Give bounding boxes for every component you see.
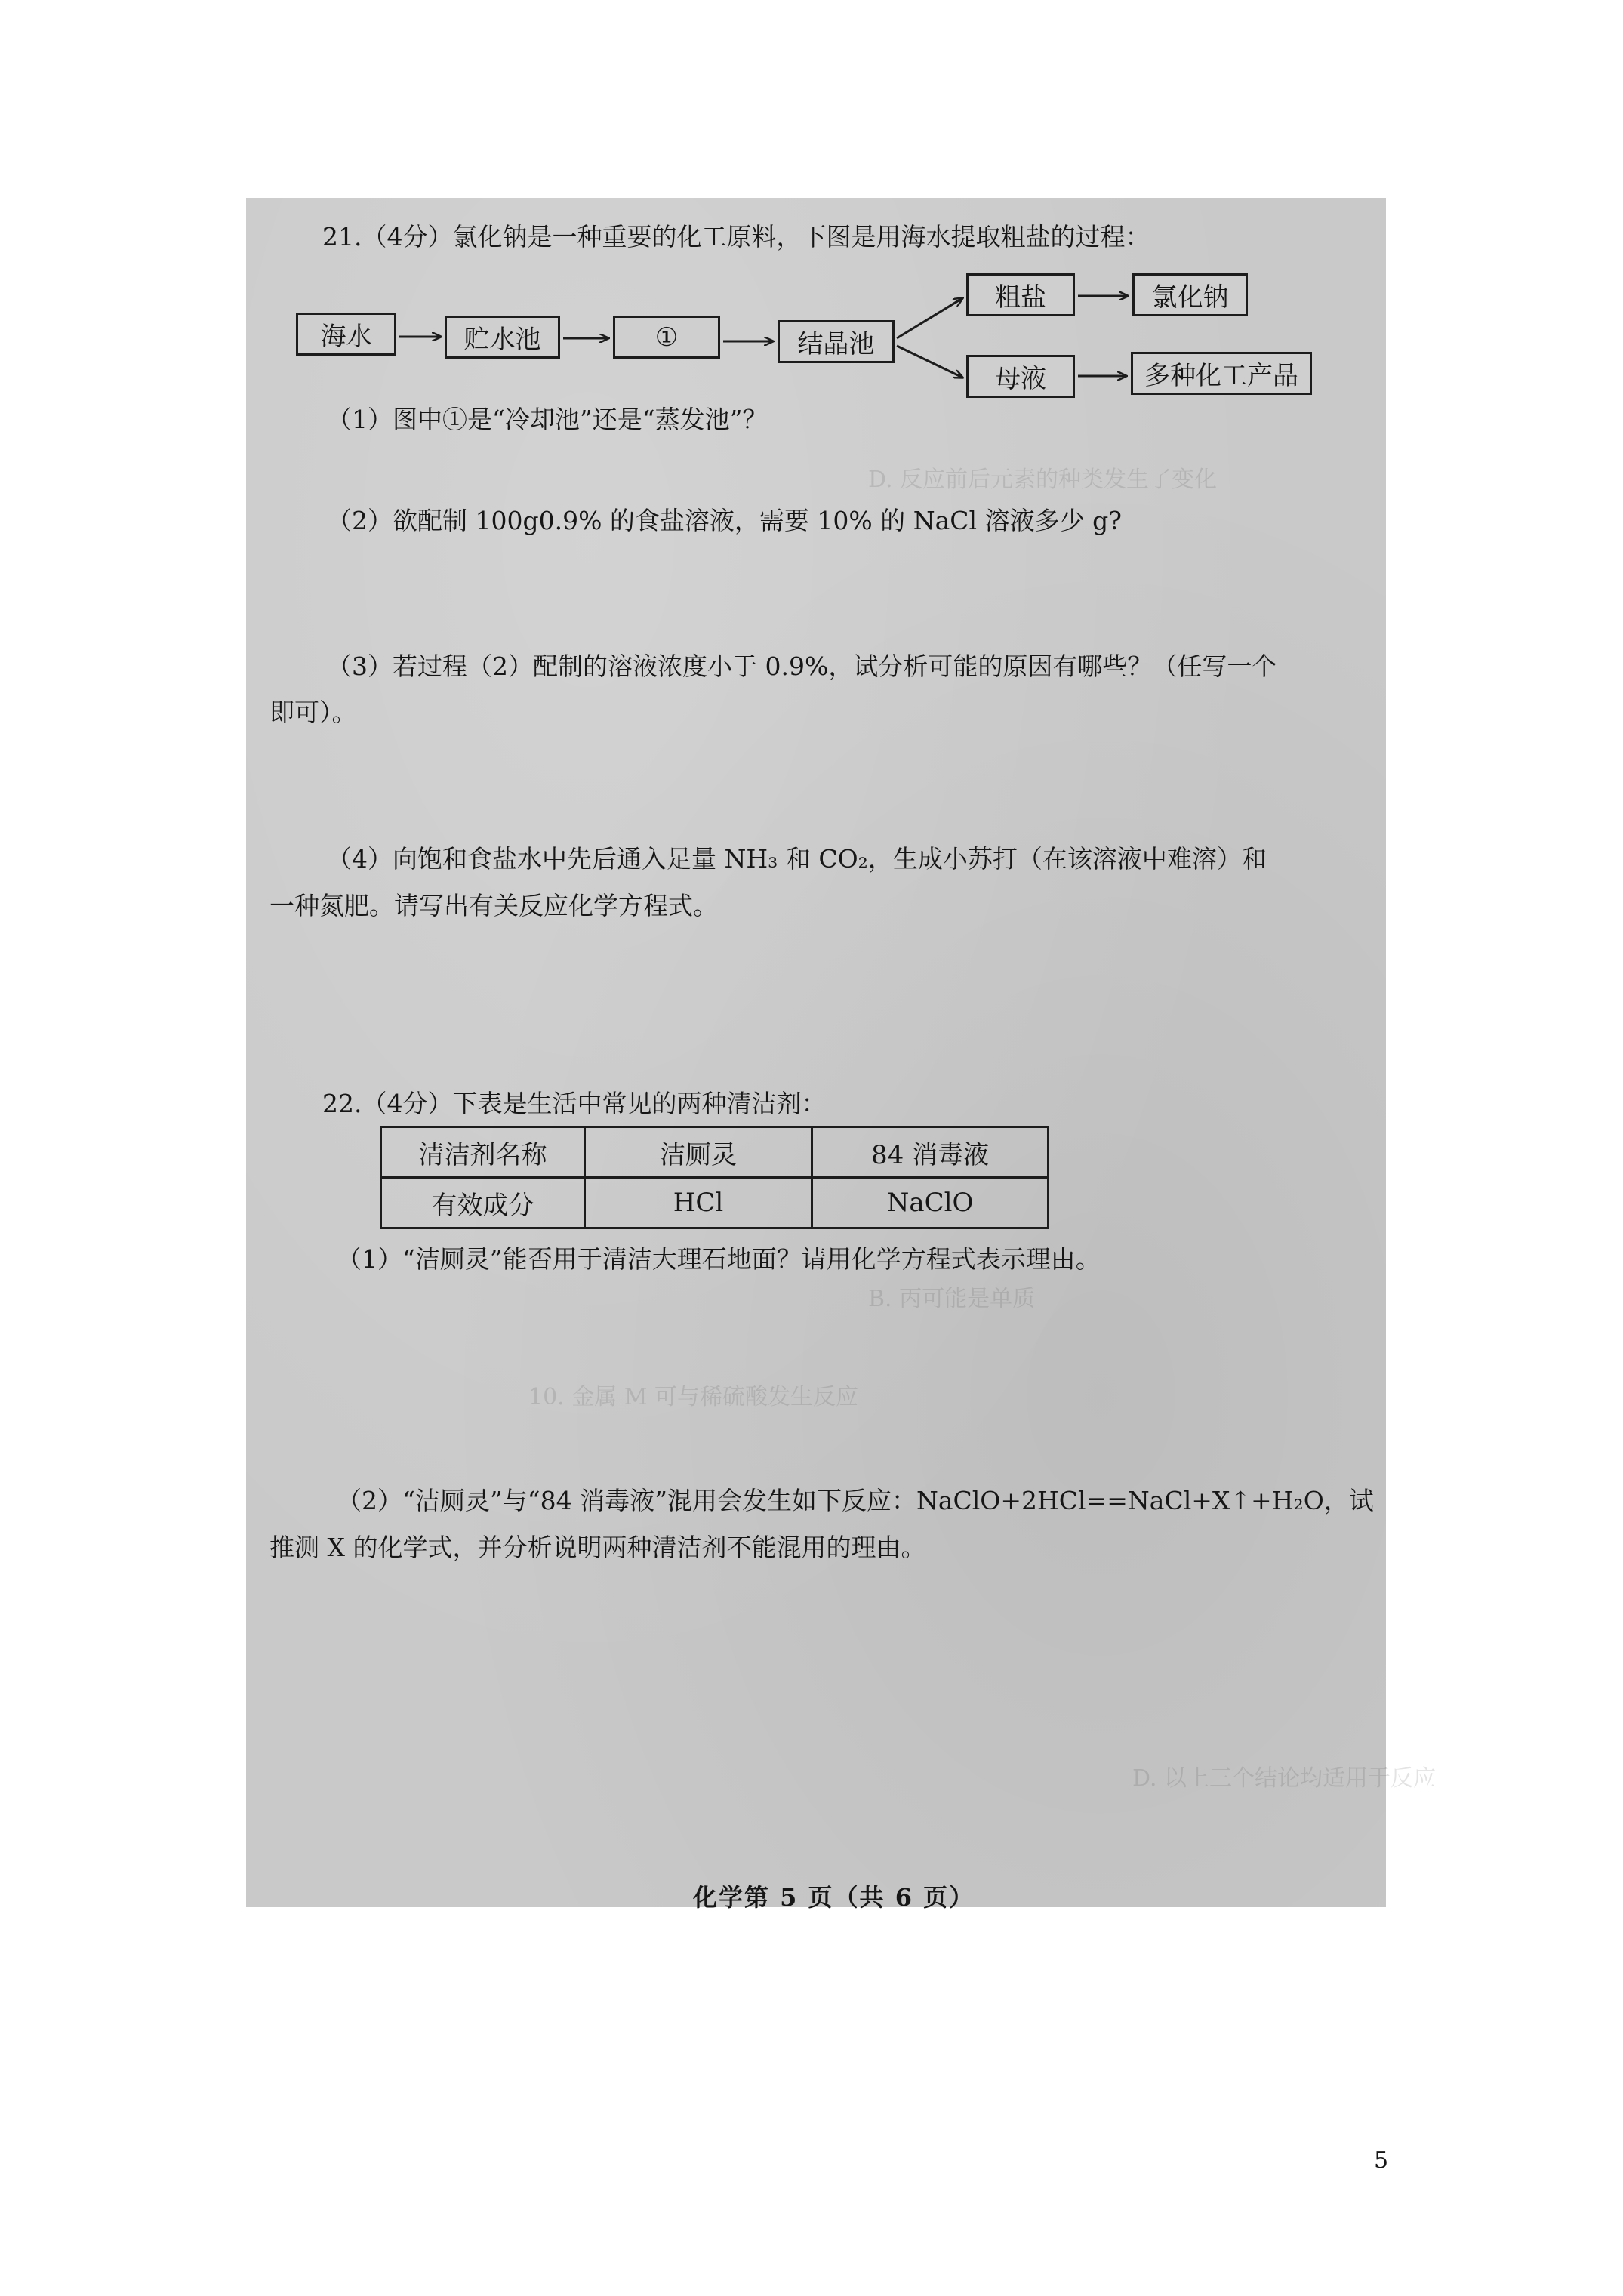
- q21-part2: （2）欲配制 100g0.9% 的食盐溶液，需要 10% 的 NaCl 溶液多少 g?: [327, 506, 1122, 535]
- page-number: 5: [1374, 2147, 1389, 2174]
- q21-part1: （1）图中①是“冷却池”还是“蒸发池”？: [327, 405, 768, 434]
- flow-storage-pool: 贮水池: [445, 316, 560, 359]
- table-cell: 洁厕灵: [585, 1127, 812, 1178]
- table-cell: NaClO: [812, 1178, 1049, 1228]
- bleed-through: D. 以上三个结论均适用于反应: [1132, 1765, 1437, 1792]
- q22-part2-line1: （2）“洁厕灵”与“84 消毒液”混用会发生如下反应：NaClO+2HCl==NaCl+X↑+H₂O，试: [337, 1486, 1374, 1515]
- bleed-through: B. 丙可能是单质: [868, 1286, 1036, 1312]
- q21-stem: 21.（4分）氯化钠是一种重要的化工原料，下图是用海水提取粗盐的过程：: [322, 222, 1150, 251]
- table-row: [381, 1127, 1049, 1178]
- bleed-through: D. 反应前后元素的种类发生了变化: [868, 467, 1218, 493]
- flow-sodium-chloride: 氯化钠: [1132, 273, 1248, 316]
- flow-seawater: 海水: [296, 313, 396, 356]
- table-cell: HCl: [585, 1178, 812, 1228]
- flow-chem-products: 多种化工产品: [1131, 352, 1312, 395]
- flow-crystal-pool: 结晶池: [778, 320, 895, 363]
- arrow-crystal-to-mother-liquor: [897, 346, 962, 378]
- q22-stem: 22.（4分）下表是生活中常见的两种清洁剂：: [322, 1089, 827, 1118]
- flow-unknown-pool: ①: [613, 316, 720, 359]
- table-cell: 清洁剂名称: [381, 1127, 585, 1178]
- table-row: [381, 1178, 1049, 1228]
- q21-part4-line1: （4）向饱和食盐水中先后通入足量 NH₃ 和 CO₂，生成小苏打（在该溶液中难溶）和: [327, 844, 1267, 874]
- arrow-crystal-to-crude-salt: [897, 298, 962, 338]
- flow-mother-liquor: 母液: [966, 355, 1075, 398]
- table-cell: 有效成分: [381, 1178, 585, 1228]
- q22-part2-line2: 推测 X 的化学式，并分析说明两种清洁剂不能混用的理由。: [269, 1533, 926, 1562]
- q21-part3-line2: 即可）。: [269, 698, 357, 727]
- page-footer: 化学第 5 页（共 6 页）: [693, 1883, 975, 1912]
- q22-part1: （1）“洁厕灵”能否用于清洁大理石地面？请用化学方程式表示理由。: [337, 1244, 1101, 1274]
- q21-part4-line2: 一种氮肥。请写出有关反应化学方程式。: [269, 891, 718, 920]
- bleed-through: 10. 金属 M 可与稀硫酸发生反应: [528, 1384, 859, 1410]
- flow-crude-salt: 粗盐: [966, 273, 1075, 316]
- q21-part3-line1: （3）若过程（2）配制的溶液浓度小于 0.9%，试分析可能的原因有哪些？（任写一个: [327, 652, 1277, 681]
- cleaner-table: [380, 1126, 1049, 1229]
- table-cell: 84 消毒液: [812, 1127, 1049, 1178]
